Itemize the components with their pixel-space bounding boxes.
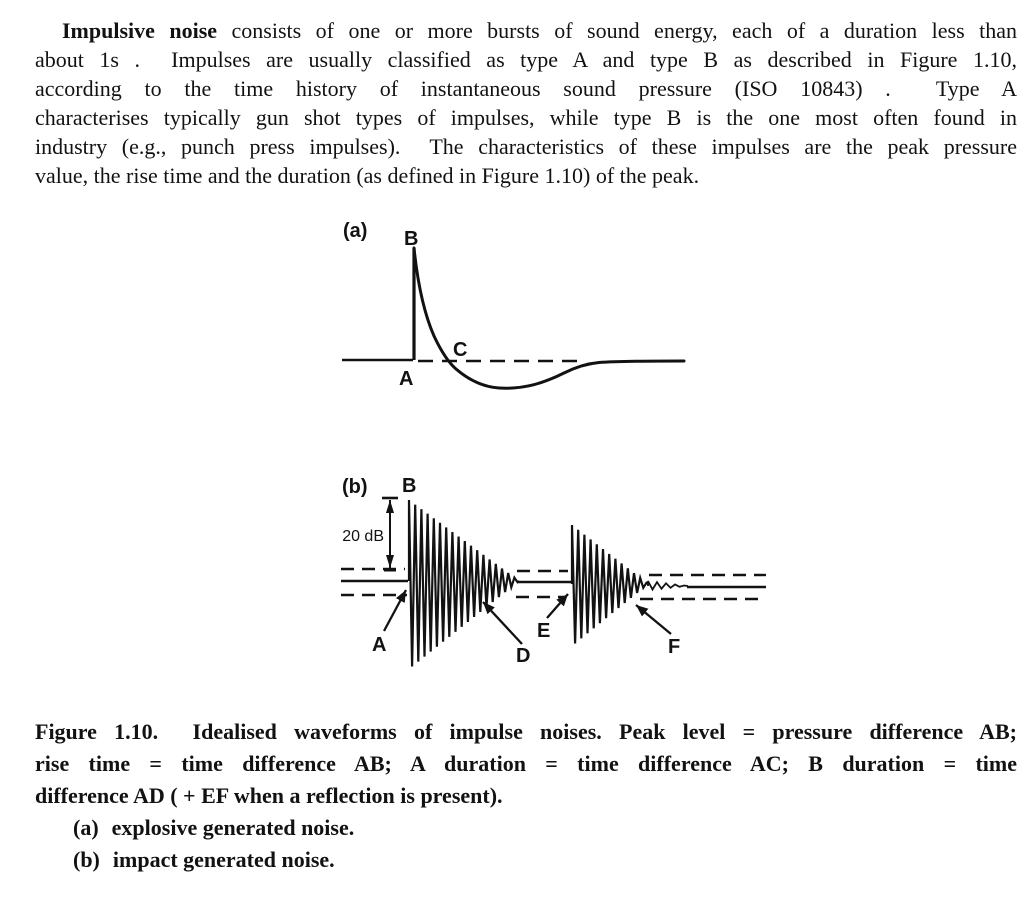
caption-line-2: rise time = time difference AB; A duration = time difference AC; B duration = time <box>35 751 1017 776</box>
paragraph-line-5: industry (e.g., punch press impulses). The characteristics of these impulses are the peak pressure <box>35 134 1017 159</box>
oscillation-burst-2 <box>572 525 648 644</box>
caption-line-3: difference AD ( + EF when a reflection is present). <box>35 783 503 808</box>
paragraph-line-2: about 1s . Impulses are usually classified as type A and type B as described in Figure 1.10, <box>35 47 1017 72</box>
paragraph-line-3: according to the time history of instantaneous sound pressure (ISO 10843) . Type A <box>35 76 1017 101</box>
arrow-to-F <box>636 605 671 634</box>
body-paragraph <box>35 16 1017 190</box>
panel-b-label-F: F <box>668 636 681 658</box>
caption-item-b-marker: (b) <box>73 847 100 872</box>
panel-b-label-D: D <box>516 645 531 667</box>
scale-label-20db: 20 dB <box>342 528 384 545</box>
paragraph-line-6: value, the rise time and the duration (as defined in Figure 1.10) of the peak. <box>35 163 700 188</box>
caption-item-a-text: explosive generated noise. <box>111 815 355 840</box>
paragraph-lead-bold: Impulsive noise <box>62 18 218 43</box>
figure-panel-a-explosive-waveform <box>340 215 690 430</box>
panel-a-tag: (a) <box>343 220 368 242</box>
oscillation-burst-1 <box>409 500 519 667</box>
caption-item-a-marker: (a) <box>73 815 99 840</box>
arrow-to-D <box>483 602 522 644</box>
caption-item-a <box>35 812 1017 844</box>
panel-a-label-C: C <box>453 339 468 361</box>
panel-b-tag: (b) <box>342 476 368 498</box>
paragraph-lead-rest: consists of one or more bursts of sound energy, each of a duration less than <box>217 18 1017 43</box>
scale-measure-down-arrowhead <box>386 555 394 568</box>
caption-line-1: Figure 1.10. Idealised waveforms of impulse noises. Peak level = pressure difference AB; <box>35 719 1017 744</box>
tail-ripple <box>648 581 688 590</box>
caption-item-b-text: impact generated noise. <box>112 847 335 872</box>
panel-b-label-E: E <box>537 620 551 642</box>
paragraph-line-1 <box>35 16 1017 45</box>
panel-b-label-A: A <box>372 634 387 656</box>
paragraph-line-4: characterises typically gun shot types of impulses, while type B is the one most often found in <box>35 105 1017 130</box>
figure-caption <box>35 716 1017 876</box>
panel-b-label-B: B <box>402 475 417 497</box>
caption-item-b <box>35 844 1017 876</box>
impulse-decay-curve <box>414 248 684 388</box>
panel-a-label-B: B <box>404 228 419 250</box>
panel-a-label-A: A <box>399 368 414 390</box>
scale-measure-up-arrowhead <box>386 500 394 513</box>
figure-panel-b-impact-waveform <box>335 465 780 700</box>
arrow-to-E <box>547 594 568 618</box>
